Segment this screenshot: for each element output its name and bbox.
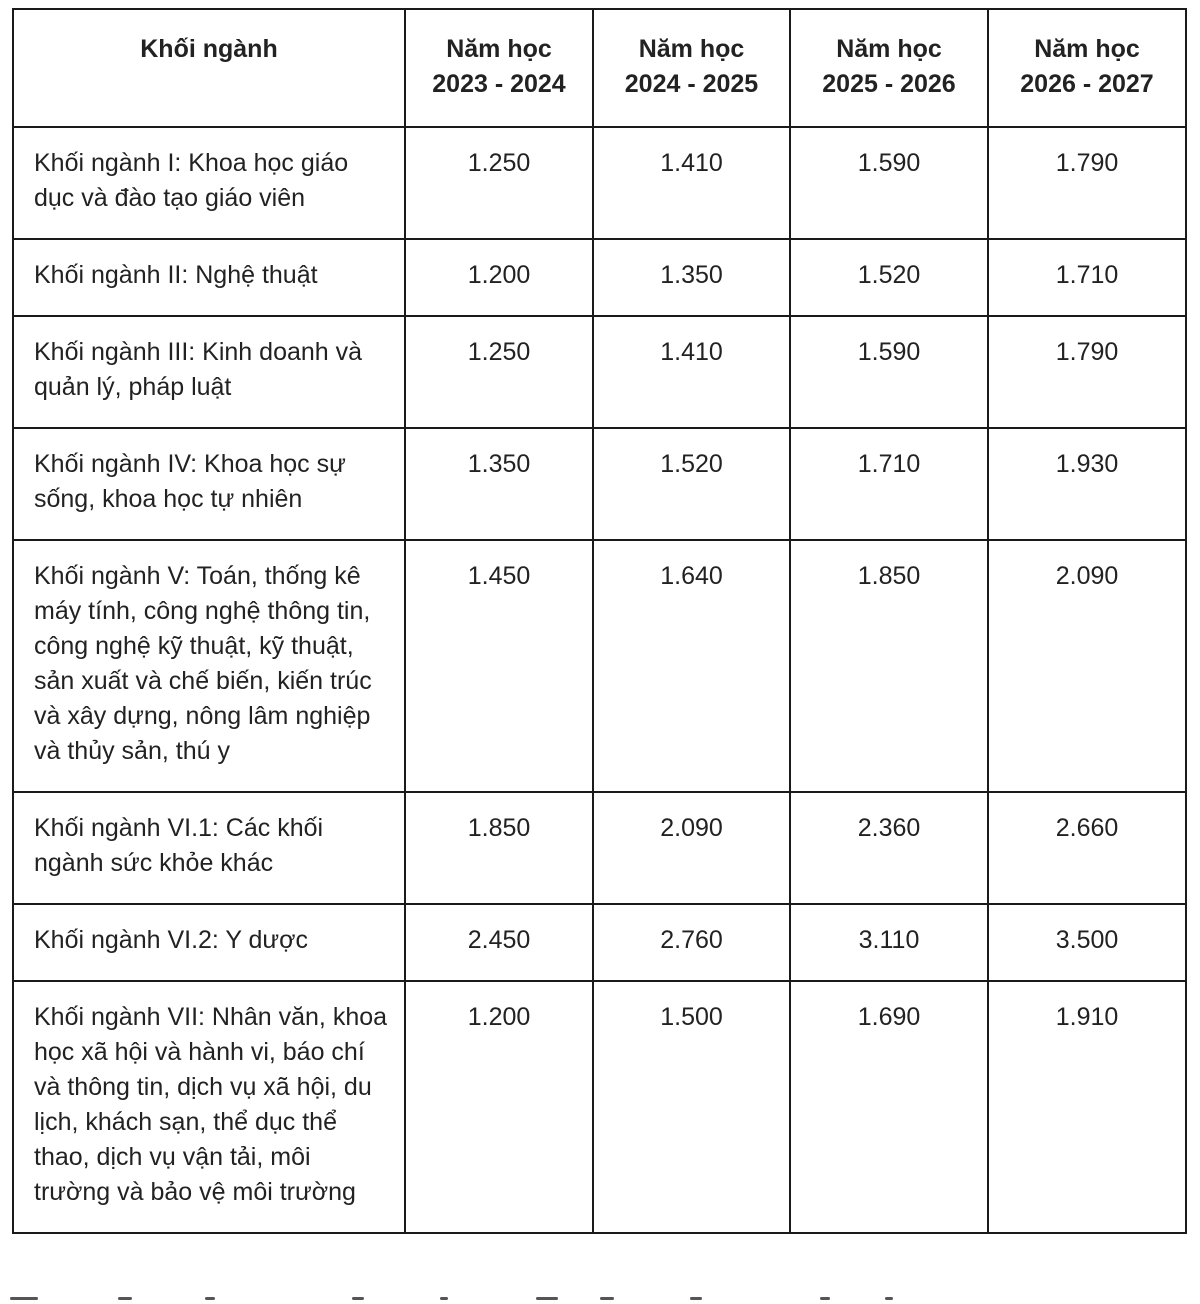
tuition-value: 1.350 xyxy=(405,428,593,540)
tuition-value: 2.660 xyxy=(988,792,1186,904)
row-group-name: Khối ngành I: Khoa học giáo dục và đào tạo giáo viên xyxy=(13,127,405,239)
column-header-year: Năm học 2026 - 2027 xyxy=(988,9,1186,127)
table-row xyxy=(13,981,1186,1233)
tuition-value: 1.250 xyxy=(405,316,593,428)
tuition-value: 2.090 xyxy=(593,792,790,904)
row-group-name: Khối ngành V: Toán, thống kê máy tính, công nghệ thông tin, công nghệ kỹ thuật, kỹ thuật, sản xuất và chế biến, kiến trúc và xây dựng, nông lâm nghiệp và thủy sản, thú y xyxy=(13,540,405,792)
tuition-value: 1.690 xyxy=(790,981,988,1233)
tuition-value: 1.450 xyxy=(405,540,593,792)
tuition-value: 1.850 xyxy=(790,540,988,792)
table-row xyxy=(13,792,1186,904)
table-row xyxy=(13,127,1186,239)
cropped-text-strip xyxy=(0,1296,1200,1304)
tuition-value: 1.410 xyxy=(593,127,790,239)
tuition-value: 1.790 xyxy=(988,127,1186,239)
tuition-value: 1.850 xyxy=(405,792,593,904)
tuition-value: 3.500 xyxy=(988,904,1186,981)
tuition-table xyxy=(12,8,1187,1234)
column-header-year: Năm học 2023 - 2024 xyxy=(405,9,593,127)
column-header-group: Khối ngành xyxy=(13,9,405,127)
row-group-name: Khối ngành VI.1: Các khối ngành sức khỏe khác xyxy=(13,792,405,904)
row-group-name: Khối ngành VII: Nhân văn, khoa học xã hội và hành vi, báo chí và thông tin, dịch vụ xã hội, du lịch, khách sạn, thể dục thể thao, dịch vụ vận tải, môi trường và bảo vệ môi trường xyxy=(13,981,405,1233)
column-header-year: Năm học 2024 - 2025 xyxy=(593,9,790,127)
tuition-value: 2.760 xyxy=(593,904,790,981)
tuition-value: 1.250 xyxy=(405,127,593,239)
table-row xyxy=(13,428,1186,540)
row-group-name: Khối ngành VI.2: Y dược xyxy=(13,904,405,981)
tuition-value: 1.710 xyxy=(790,428,988,540)
tuition-value: 1.200 xyxy=(405,239,593,316)
tuition-value: 1.590 xyxy=(790,127,988,239)
tuition-value: 2.360 xyxy=(790,792,988,904)
table-row xyxy=(13,239,1186,316)
tuition-value: 1.640 xyxy=(593,540,790,792)
table-header-row xyxy=(13,9,1186,127)
tuition-value: 2.090 xyxy=(988,540,1186,792)
tuition-value: 1.200 xyxy=(405,981,593,1233)
row-group-name: Khối ngành II: Nghệ thuật xyxy=(13,239,405,316)
row-group-name: Khối ngành IV: Khoa học sự sống, khoa học tự nhiên xyxy=(13,428,405,540)
table-row xyxy=(13,316,1186,428)
tuition-value: 1.790 xyxy=(988,316,1186,428)
table-row xyxy=(13,904,1186,981)
tuition-value: 1.410 xyxy=(593,316,790,428)
table-row xyxy=(13,540,1186,792)
tuition-value: 1.930 xyxy=(988,428,1186,540)
tuition-value: 1.590 xyxy=(790,316,988,428)
tuition-value: 1.500 xyxy=(593,981,790,1233)
tuition-value: 1.520 xyxy=(593,428,790,540)
row-group-name: Khối ngành III: Kinh doanh và quản lý, pháp luật xyxy=(13,316,405,428)
tuition-value: 3.110 xyxy=(790,904,988,981)
tuition-value: 2.450 xyxy=(405,904,593,981)
tuition-value: 1.520 xyxy=(790,239,988,316)
tuition-value: 1.350 xyxy=(593,239,790,316)
column-header-year: Năm học 2025 - 2026 xyxy=(790,9,988,127)
tuition-value: 1.710 xyxy=(988,239,1186,316)
tuition-value: 1.910 xyxy=(988,981,1186,1233)
